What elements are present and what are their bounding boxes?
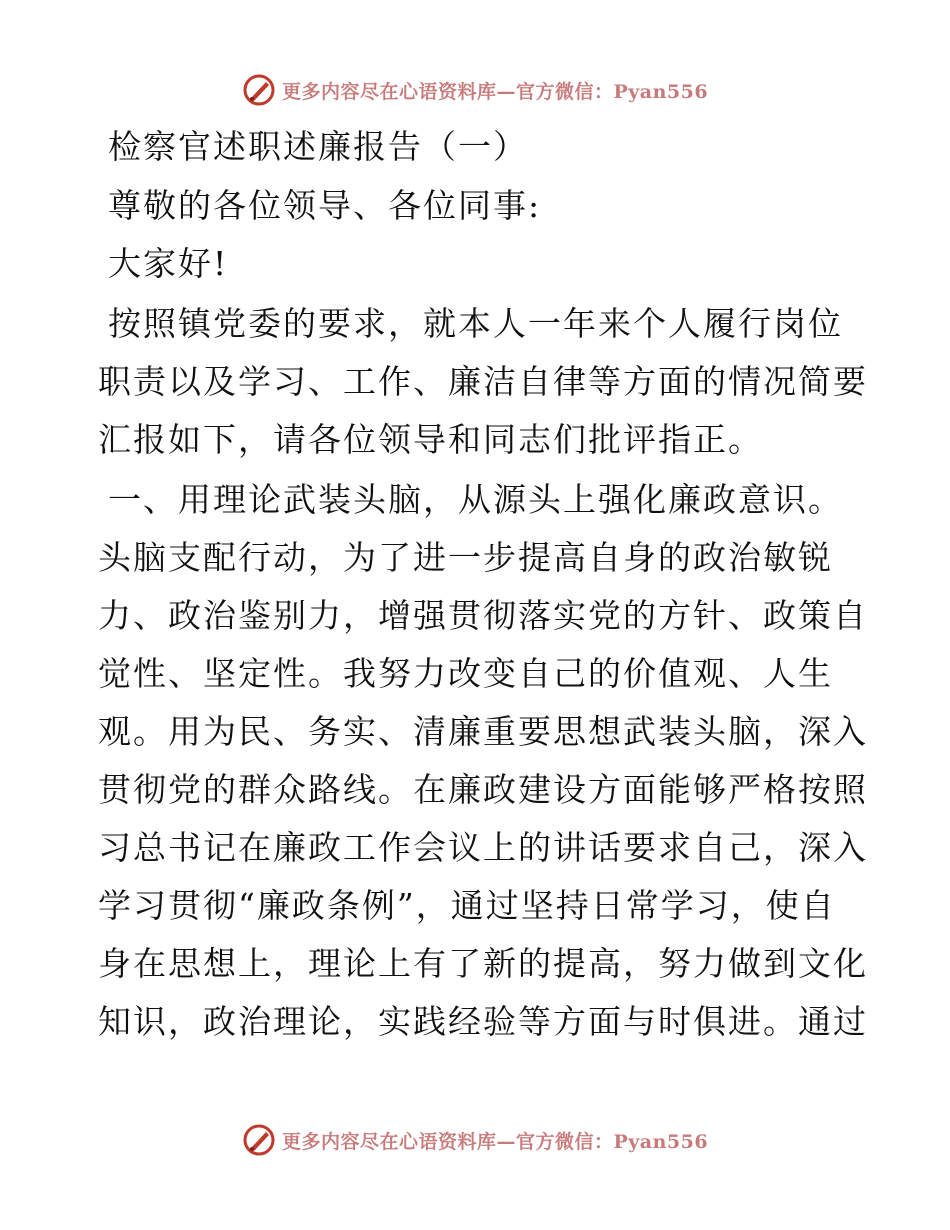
pen-logo-icon	[242, 73, 276, 107]
watermark-text: 更多内容尽在心语资料库—官方微信：Pyan556	[281, 80, 709, 103]
paragraph-line: 知识，政治理论，实践经验等方面与时俱进。通过	[98, 1002, 868, 1041]
paragraph-line: 力、政治鉴别力，增强贯彻落实党的方针、政策自	[98, 596, 868, 635]
watermark-text: 更多内容尽在心语资料库—官方微信：Pyan556	[281, 1130, 709, 1153]
paragraph-line: 头脑支配行动，为了进一步提高自身的政治敏锐	[98, 538, 833, 577]
paragraph-line: 按照镇党委的要求，就本人一年来个人履行岗位	[108, 304, 843, 343]
pen-logo-icon	[242, 1123, 276, 1157]
paragraph-line: 汇报如下，请各位领导和同志们批评指正。	[98, 420, 763, 459]
document-body	[98, 118, 868, 1051]
paragraph-line: 觉性、坚定性。我努力改变自己的价值观、人生	[98, 654, 833, 693]
paragraph-line: 职责以及学习、工作、廉洁自律等方面的情况简要	[98, 362, 868, 401]
paragraph-line: 观。用为民、务实、清廉重要思想武装头脑，深入	[98, 712, 868, 751]
document-title: 检察官述职述廉报告（一）	[108, 127, 528, 166]
paragraph-line: 贯彻党的群众路线。在廉政建设方面能够严格按照	[98, 770, 868, 809]
footer-watermark	[0, 1120, 950, 1160]
greeting: 大家好!	[108, 244, 229, 283]
salutation: 尊敬的各位领导、各位同事:	[108, 186, 542, 225]
paragraph-line: 习总书记在廉政工作会议上的讲话要求自己，深入	[98, 828, 868, 867]
paragraph-line: 学习贯彻“廉政条例”，通过坚持日常学习，使自	[98, 886, 836, 925]
paragraph-1	[98, 295, 868, 469]
paragraph-line: 身在思想上，理论上有了新的提高，努力做到文化	[98, 944, 868, 983]
header-watermark	[0, 70, 950, 110]
section-1	[98, 471, 868, 1051]
section-heading: 一、用理论武装头脑，从源头上强化廉政意识。	[108, 480, 843, 519]
